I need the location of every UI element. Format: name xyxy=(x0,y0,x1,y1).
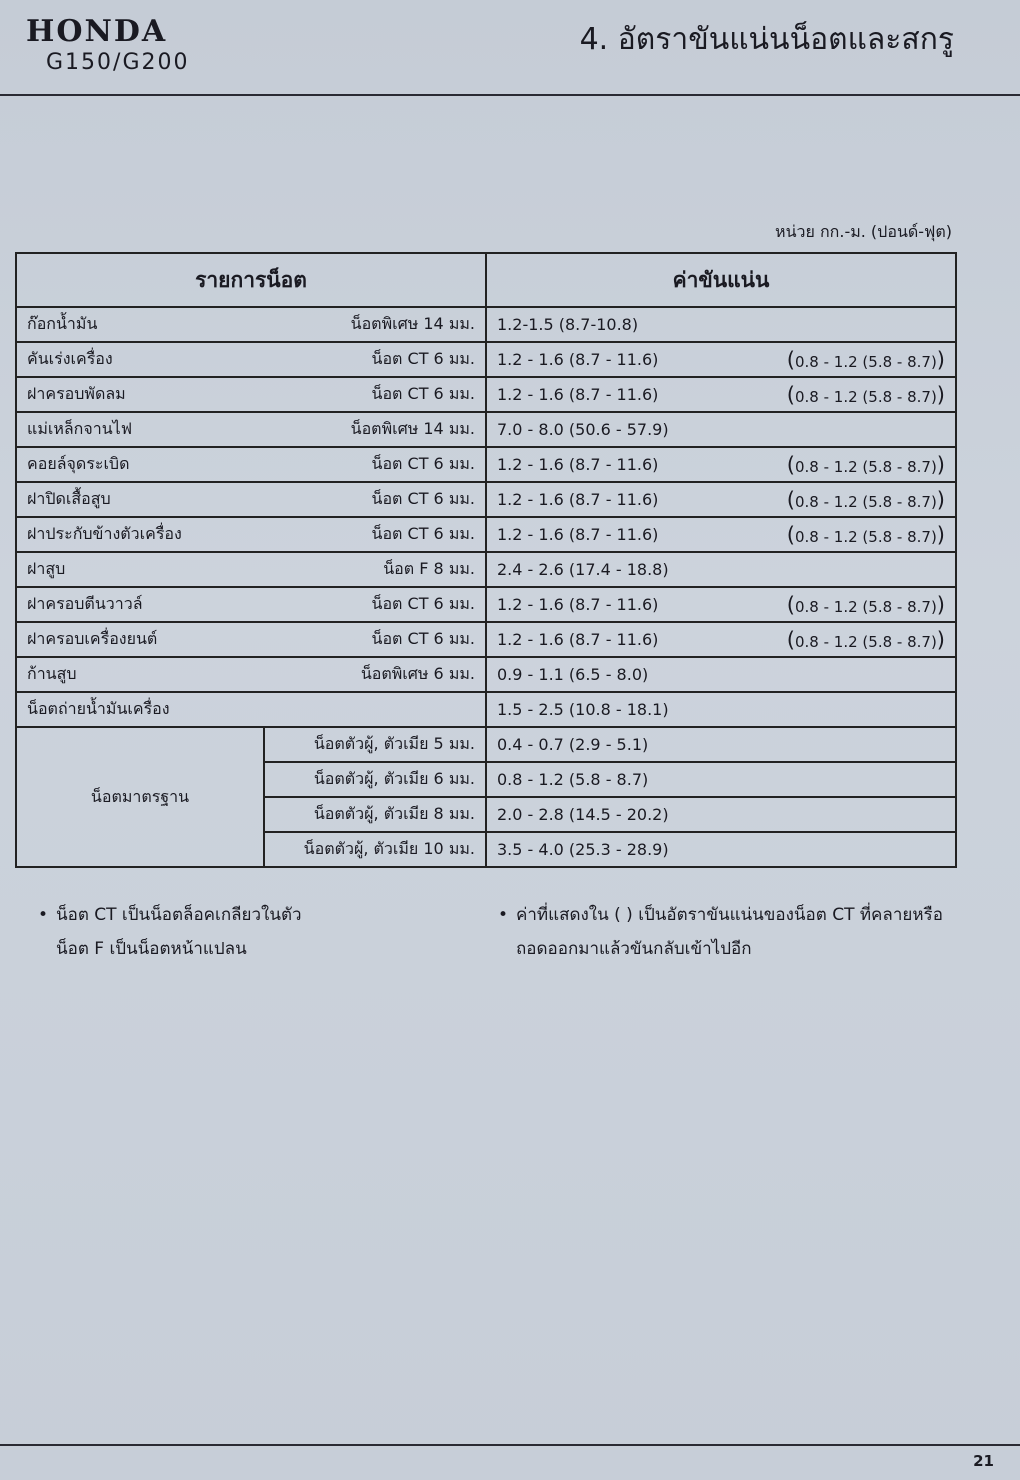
retorque-value: ( 0.8 - 1.2 (5.8 - 8.7) ) xyxy=(787,628,945,652)
page-number: 21 xyxy=(973,1452,994,1470)
standard-row xyxy=(16,727,956,762)
standard-bolt-spec: น็อตตัวผู้, ตัวเมีย 5 มม. xyxy=(264,727,486,762)
torque-cell xyxy=(486,762,956,797)
torque-cell xyxy=(486,797,956,832)
note-right-line1: ค่าที่แสดงใน ( ) เป็นอัตราขันแน่นของน็อต CT ที่คลายหรือ xyxy=(516,905,943,925)
part-cell xyxy=(16,552,486,587)
part-cell xyxy=(16,692,486,727)
part-name: ก้านสูบ xyxy=(27,664,77,683)
page-title: 4. อัตราขันแน่นน็อตและสกรู xyxy=(579,22,954,57)
torque-cell xyxy=(486,482,956,517)
table-row xyxy=(16,377,956,412)
table-row xyxy=(16,517,956,552)
torque-cell xyxy=(486,727,956,762)
part-name: ก๊อกน้ำมัน xyxy=(27,314,98,333)
header-divider xyxy=(0,94,1020,96)
standard-bolt-label: น็อตมาตรฐาน xyxy=(16,727,264,867)
note-right-line2: ถอดออกมาแล้วขันกลับเข้าไปอีก xyxy=(516,939,752,959)
part-cell xyxy=(16,587,486,622)
bolt-spec: น็อต CT 6 มม. xyxy=(371,489,475,508)
bolt-spec: น็อต CT 6 มม. xyxy=(371,384,475,403)
part-cell xyxy=(16,447,486,482)
bolt-spec: น็อต CT 6 มม. xyxy=(371,524,475,543)
bolt-spec: น็อต F 8 มม. xyxy=(383,559,475,578)
part-name: ฝาครอบพัดลม xyxy=(27,384,126,403)
part-name: น็อตถ่ายน้ำมันเครื่อง xyxy=(27,699,170,718)
column-header-torque: ค่าขันแน่น xyxy=(486,253,956,307)
part-name: คอยล์จุดระเบิด xyxy=(27,454,130,473)
note-left-line1: น็อต CT เป็นน็อตล็อคเกลียวในตัว xyxy=(56,905,302,925)
standard-bolt-spec: น็อตตัวผู้, ตัวเมีย 10 มม. xyxy=(264,832,486,867)
part-cell xyxy=(16,307,486,342)
torque-cell xyxy=(486,832,956,867)
torque-value: 0.4 - 0.7 (2.9 - 5.1) xyxy=(497,735,649,754)
standard-bolt-spec: น็อตตัวผู้, ตัวเมีย 6 มม. xyxy=(264,762,486,797)
bolt-spec: น็อต CT 6 มม. xyxy=(371,349,475,368)
part-cell xyxy=(16,622,486,657)
torque-value: 1.2 - 1.6 (8.7 - 11.6) xyxy=(497,385,659,404)
part-name: ฝาครอบเครื่องยนต์ xyxy=(27,629,158,648)
torque-value: 7.0 - 8.0 (50.6 - 57.9) xyxy=(497,420,669,439)
footer-divider xyxy=(0,1444,1020,1446)
part-cell xyxy=(16,517,486,552)
part-name: ฝาสูบ xyxy=(27,559,66,578)
retorque-value: ( 0.8 - 1.2 (5.8 - 8.7) ) xyxy=(787,383,945,407)
part-cell xyxy=(16,377,486,412)
torque-cell xyxy=(486,447,956,482)
bolt-spec: น็อตพิเศษ 14 มม. xyxy=(350,419,475,438)
torque-value: 0.8 - 1.2 (5.8 - 8.7) xyxy=(497,770,649,789)
torque-value: 1.5 - 2.5 (10.8 - 18.1) xyxy=(497,700,669,719)
torque-value: 1.2 - 1.6 (8.7 - 11.6) xyxy=(497,525,659,544)
torque-cell xyxy=(486,552,956,587)
table-header-row xyxy=(16,253,956,307)
table-row xyxy=(16,657,956,692)
part-cell xyxy=(16,412,486,447)
torque-value: 1.2 - 1.6 (8.7 - 11.6) xyxy=(497,455,659,474)
retorque-value: ( 0.8 - 1.2 (5.8 - 8.7) ) xyxy=(787,348,945,372)
column-header-item: รายการน็อต xyxy=(16,253,486,307)
torque-cell xyxy=(486,622,956,657)
retorque-value: ( 0.8 - 1.2 (5.8 - 8.7) ) xyxy=(787,453,945,477)
bolt-spec: น็อตพิเศษ 6 มม. xyxy=(360,664,475,683)
bullet-icon: • xyxy=(38,905,49,925)
torque-value: 1.2 - 1.6 (8.7 - 11.6) xyxy=(497,595,659,614)
part-name: คันเร่งเครื่อง xyxy=(27,349,113,368)
brand-logo: HONDA xyxy=(26,14,168,49)
part-name: แม่เหล็กจานไฟ xyxy=(27,419,133,438)
retorque-value: ( 0.8 - 1.2 (5.8 - 8.7) ) xyxy=(787,488,945,512)
table-row xyxy=(16,587,956,622)
part-cell xyxy=(16,342,486,377)
torque-value: 0.9 - 1.1 (6.5 - 8.0) xyxy=(497,665,649,684)
bolt-spec: น็อตพิเศษ 14 มม. xyxy=(350,314,475,333)
part-cell xyxy=(16,482,486,517)
torque-value: 1.2-1.5 (8.7-10.8) xyxy=(497,315,639,334)
table-row xyxy=(16,482,956,517)
table-row xyxy=(16,552,956,587)
bullet-icon: • xyxy=(498,905,509,925)
torque-cell xyxy=(486,377,956,412)
torque-value: 3.5 - 4.0 (25.3 - 28.9) xyxy=(497,840,669,859)
torque-value: 1.2 - 1.6 (8.7 - 11.6) xyxy=(497,350,659,369)
part-name: ฝาประกับข้างตัวเครื่อง xyxy=(27,524,182,543)
torque-cell xyxy=(486,517,956,552)
torque-value: 2.0 - 2.8 (14.5 - 20.2) xyxy=(497,805,669,824)
note-left-line2: น็อต F เป็นน็อตหน้าแปลน xyxy=(56,939,247,959)
note-left xyxy=(38,898,302,966)
table-row xyxy=(16,622,956,657)
table-row xyxy=(16,447,956,482)
table-row xyxy=(16,342,956,377)
unit-note: หน่วย กก.-ม. (ปอนด์-ฟุต) xyxy=(775,222,952,241)
torque-value: 1.2 - 1.6 (8.7 - 11.6) xyxy=(497,630,659,649)
bolt-spec: น็อต CT 6 มม. xyxy=(371,454,475,473)
torque-cell xyxy=(486,657,956,692)
table-row xyxy=(16,412,956,447)
table-row xyxy=(16,692,956,727)
torque-value: 2.4 - 2.6 (17.4 - 18.8) xyxy=(497,560,669,579)
torque-cell xyxy=(486,342,956,377)
retorque-value: ( 0.8 - 1.2 (5.8 - 8.7) ) xyxy=(787,523,945,547)
bolt-spec: น็อต CT 6 มม. xyxy=(371,629,475,648)
torque-cell xyxy=(486,307,956,342)
table-row xyxy=(16,307,956,342)
torque-value: 1.2 - 1.6 (8.7 - 11.6) xyxy=(497,490,659,509)
torque-table xyxy=(15,252,957,868)
bolt-spec: น็อต CT 6 มม. xyxy=(371,594,475,613)
part-name: ฝาปิดเสื้อสูบ xyxy=(27,489,111,508)
part-name: ฝาครอบตีนวาวล์ xyxy=(27,594,143,613)
note-right xyxy=(498,898,943,966)
torque-cell xyxy=(486,692,956,727)
model-name: G150/G200 xyxy=(46,50,190,75)
standard-bolt-spec: น็อตตัวผู้, ตัวเมีย 8 มม. xyxy=(264,797,486,832)
torque-cell xyxy=(486,412,956,447)
retorque-value: ( 0.8 - 1.2 (5.8 - 8.7) ) xyxy=(787,593,945,617)
torque-cell xyxy=(486,587,956,622)
part-cell xyxy=(16,657,486,692)
